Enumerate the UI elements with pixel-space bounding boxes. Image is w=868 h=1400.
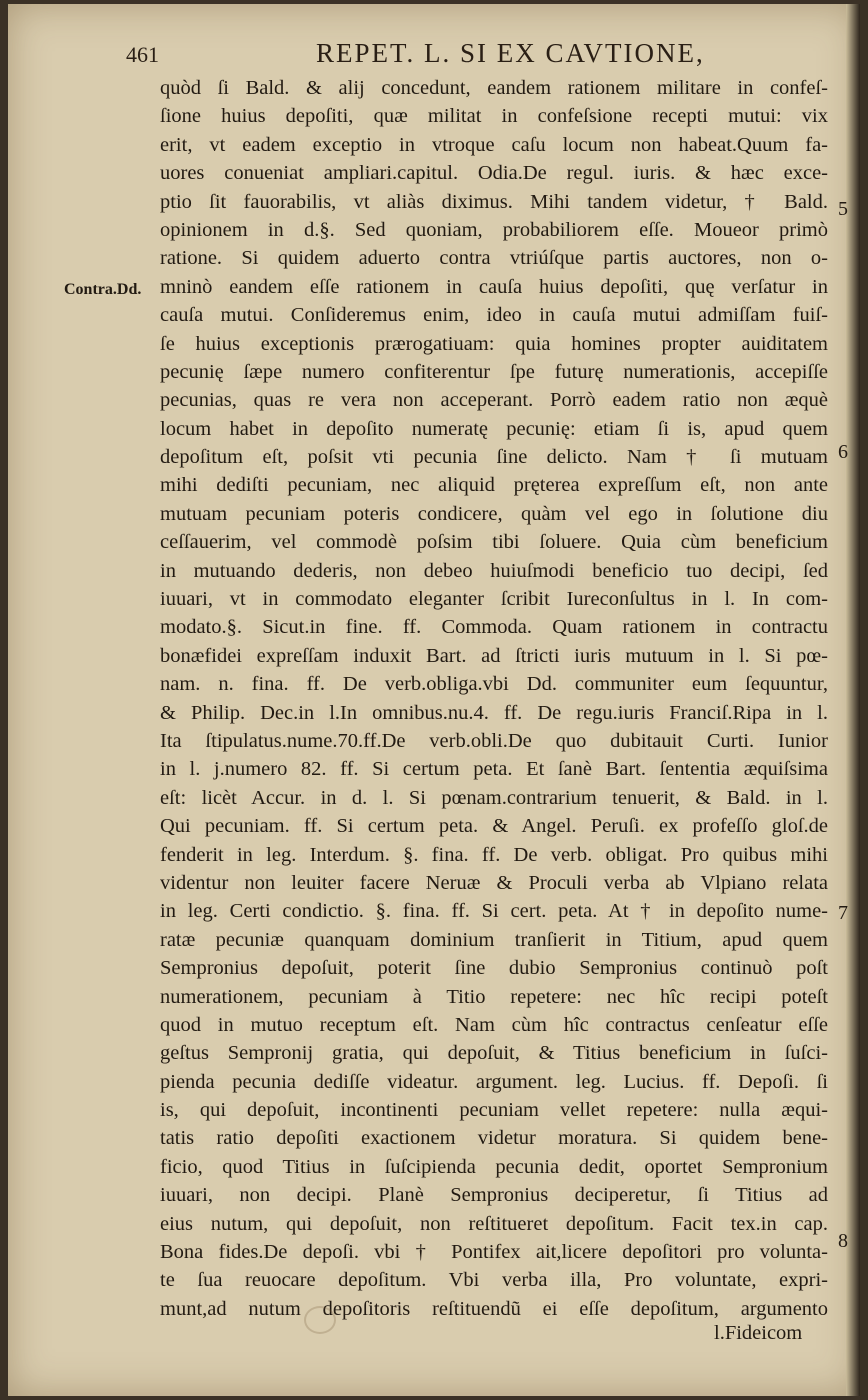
text-line: munt,ad nutum depoſitoris reſtituendũ ei eſſe depoſitum, argumento bbox=[160, 1297, 828, 1320]
page-header bbox=[8, 32, 860, 72]
text-line: ficio, quod Titius in ſuſcipienda pecunia dedit, oportet Sempronium bbox=[160, 1155, 828, 1178]
text-line: bonæfidei expreſſam induxit Bart. ad ſtricti iuris mutuum in l. Si pœ- bbox=[160, 644, 828, 667]
text-line: Ita ſtipulatus.nume.70.ff.De verb.obli.De quo dubitauit Curti. Iunior bbox=[160, 729, 828, 752]
text-line: modato.§. Sicut.in fine. ff. Commoda. Quam rationem in contractu bbox=[160, 616, 828, 639]
text-line: opinionem in d.§. Sed quoniam, probabiliorem eſſe. Moueor primò bbox=[160, 218, 828, 241]
text-line: Bona fides.De depoſi. vbi † Pontifex ait,licere depoſitori pro volunta- bbox=[160, 1241, 828, 1264]
body-text bbox=[160, 74, 828, 1323]
text-line: depoſitum eſt, poſsit vti pecunia ſine delicto. Nam † ſi mutuam bbox=[160, 446, 828, 469]
text-line: ſione huius depoſiti, quæ militat in confeſsione recepti mutui: vix bbox=[160, 105, 828, 128]
text-line: ceſſauerim, vel commodè poſsim tibi ſoluere. Quia cùm beneficium bbox=[160, 531, 828, 554]
text-line: iuuari, vt in commodato eleganter ſcribit Iureconſultus in l. In com- bbox=[160, 588, 828, 611]
text-line: mutuam pecuniam poteris condicere, quàm vel ego in ſolutione diu bbox=[160, 502, 828, 525]
text-line: locum habet in depoſito numeratę pecunię: etiam ſi is, apud quem bbox=[160, 417, 828, 440]
text-line: & Philip. Dec.in l.In omnibus.nu.4. ff. De regu.iuris Franciſ.Ripa in l. bbox=[160, 701, 828, 724]
text-line: numerationem, pecuniam à Titio repetere: nec hîc recipi poteſt bbox=[160, 985, 828, 1008]
text-line: eius nutum, qui depoſuit, non reſtitueret depoſitum. Facit tex.in cap. bbox=[160, 1212, 828, 1235]
text-line: in mutuando dederis, non debeo huiuſmodi beneficio tuo decipi, ſed bbox=[160, 559, 828, 582]
text-line: geſtus Sempronij gratia, qui depoſuit, & Titius beneficium in ſuſci- bbox=[160, 1042, 828, 1065]
text-line: ſe huius exceptionis prærogatiuam: quia homines propter auiditatem bbox=[160, 332, 828, 355]
margin-number-8: 8 bbox=[838, 1230, 848, 1252]
text-line: Qui pecuniam. ff. Si certum peta. & Angel. Peruſi. ex profeſſo gloſ.de bbox=[160, 815, 828, 838]
margin-number-5: 5 bbox=[838, 198, 848, 220]
text-line: ratæ pecuniæ quanquam dominium tranſierit in Titium, apud quem bbox=[160, 928, 828, 951]
ink-stain bbox=[304, 1306, 336, 1334]
book-page bbox=[8, 4, 860, 1396]
margin-note: Contra.Dd. bbox=[64, 281, 142, 298]
text-line: fenderit in leg. Interdum. §. fina. ff. De verb. obligat. Pro quibus mihi bbox=[160, 843, 828, 866]
catchword: l.Fideicom bbox=[714, 1322, 803, 1344]
text-line: in l. j.numero 82. ff. Si certum peta. Et ſanè Bart. ſententia æquiſsima bbox=[160, 758, 828, 781]
text-line: quòd ſi Bald. & alij concedunt, eandem rationem militare in confeſ- bbox=[160, 77, 828, 99]
text-line: pecunię ſæpe numero confiterentur ſpe futurę numerationis, accepiſſe bbox=[160, 360, 828, 383]
margin-number-7: 7 bbox=[838, 902, 848, 924]
text-line: eſt: licèt Accur. in d. l. Si pœnam.contrarium tenuerit, & Bald. in l. bbox=[160, 786, 828, 809]
text-line: is, qui depoſuit, incontinenti pecuniam vellet repetere: nulla æqui- bbox=[160, 1099, 828, 1122]
text-line: mihi dediſti pecuniam, nec aliquid prętereа expreſſum eſt, non ante bbox=[160, 474, 828, 497]
text-line: ptio ſit fauorabilis, vt aliàs diximus. Mihi tandem videtur, † Bald. bbox=[160, 190, 828, 213]
text-line: ratione. Si quidem aduerto contra vtriúſque partis auctores, non o- bbox=[160, 247, 828, 270]
text-line: nam. n. fina. ff. De verb.obliga.vbi Dd. communiter eum ſequuntur, bbox=[160, 673, 828, 696]
text-line: videntur non leuiter facere Neruæ & Proculi verba ab Vlpiano relata bbox=[160, 871, 828, 894]
text-line: iuuari, non decipi. Planè Sempronius deciperetur, ſi Titius ad bbox=[160, 1184, 828, 1207]
text-line: erit, vt eadem exceptio in vtroque caſu locum non habeat.Quum fa- bbox=[160, 133, 828, 156]
text-line: pecunias, quas re vera non acceperant. Porrò eadem ratio non æquè bbox=[160, 389, 828, 412]
page-gutter bbox=[846, 4, 860, 1396]
text-line: te ſua reuocare depoſitum. Vbi verba illa, Pro voluntate, expri- bbox=[160, 1269, 828, 1292]
text-line: uores conueniat ampliari.capitul. Odia.De regul. iuris. & hæc exce- bbox=[160, 162, 828, 185]
text-line: tatis ratio depoſiti exactionem videtur moratura. Si quidem bene- bbox=[160, 1127, 828, 1150]
text-line: Sempronius depoſuit, poterit ſine dubio Sempronius continuò poſt bbox=[160, 957, 828, 980]
text-line: in leg. Certi condictio. §. fina. ff. Si cert. peta. At † in depoſito nume- bbox=[160, 900, 828, 923]
folio-number: 461 bbox=[126, 42, 159, 67]
text-line: quod in mutuo receptum eſt. Nam cùm hîc contractus cenſeatur eſſe bbox=[160, 1013, 828, 1036]
running-head: REPET. L. SI EX CAVTIONE, bbox=[316, 38, 705, 68]
text-line: pienda pecunia dediſſe videatur. argument. leg. Lucius. ff. Depoſi. ſi bbox=[160, 1070, 828, 1093]
text-line: mninò eandem eſſe rationem in cauſa huius depoſiti, quę verſatur in bbox=[160, 275, 828, 298]
text-line: cauſa mutui. Conſideremus enim, ideo in cauſa mutui admiſſam fuiſ- bbox=[160, 304, 828, 327]
margin-number-6: 6 bbox=[838, 441, 848, 463]
